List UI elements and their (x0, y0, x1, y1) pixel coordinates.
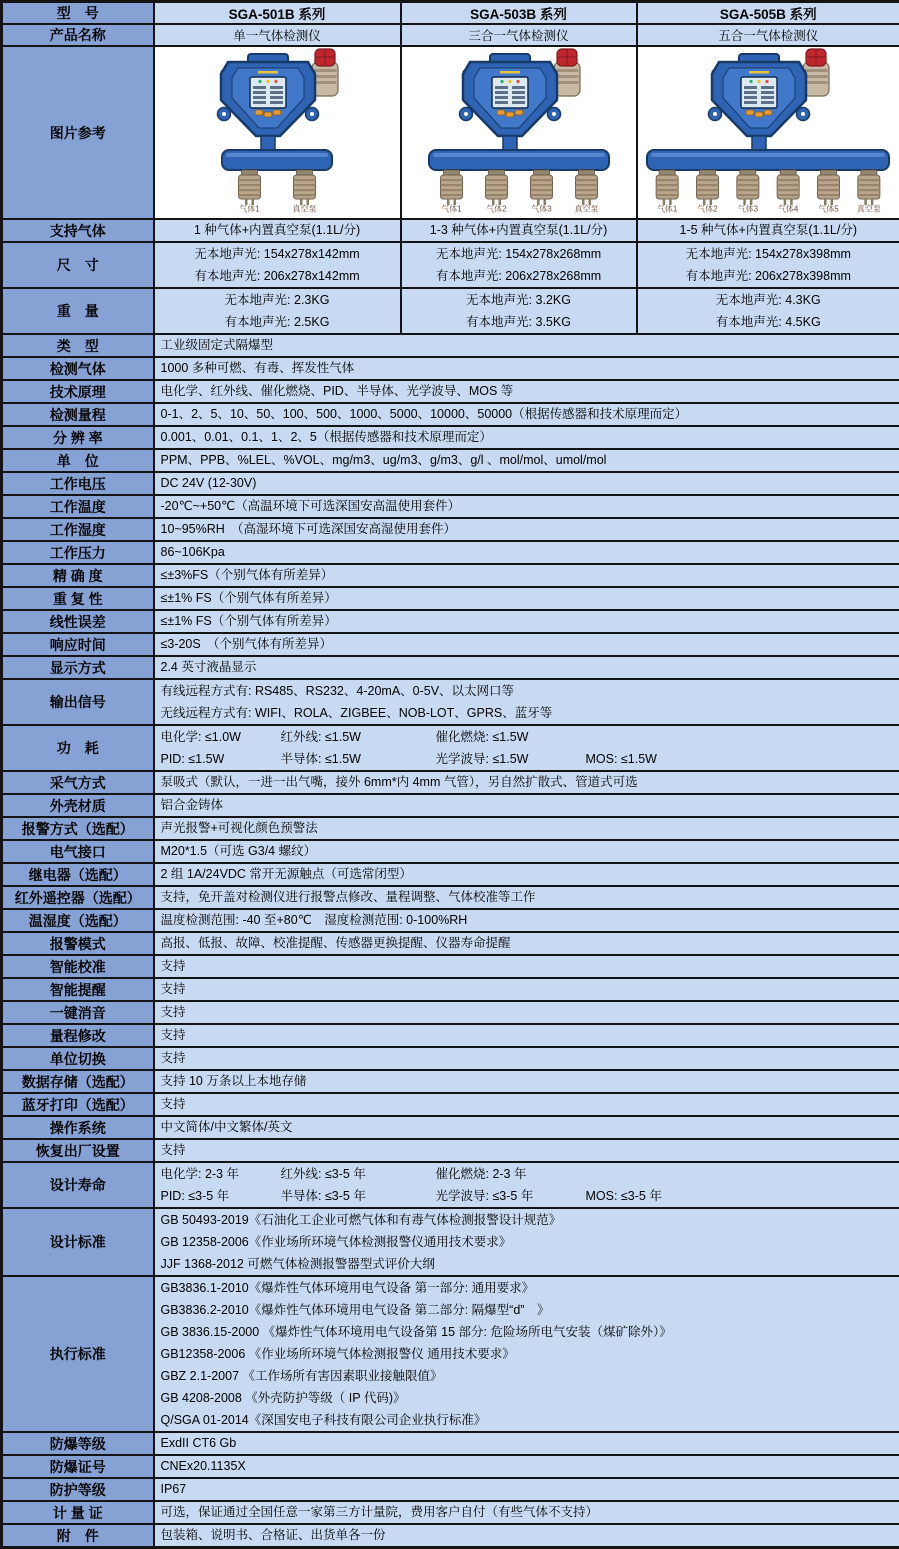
model-name-1: SGA-501B 系列 (154, 2, 401, 25)
row-label: 报警方式（选配） (2, 817, 154, 840)
row-label: 防爆等级 (2, 1432, 154, 1455)
spec-value (154, 1047, 899, 1070)
spec-line: 2 组 1A/24VDC 常开无源触点（可选常闭型） (161, 864, 894, 885)
spec-segment: 催化燃烧: 2-3 年 (436, 1163, 586, 1185)
spec-line: JJF 1368-2012 可燃气体检测报警器型式评价大纲 (161, 1253, 894, 1275)
spec-line: PPM、PPB、%LEL、%VOL、mg/m3、ug/m3、g/m3、g/l 、mol/mol、umol/mol (161, 450, 894, 471)
model-name-2: SGA-503B 系列 (401, 2, 637, 25)
spec-line: 支持 (161, 956, 894, 977)
row-label: 操作系统 (2, 1116, 154, 1139)
product-image (189, 48, 365, 214)
row-label: 线性误差 (2, 610, 154, 633)
spec-segment: 光学波导: ≤3-5 年 (436, 1185, 586, 1207)
spec-line: 高报、低报、故障、校准提醒、传感器更换提醒、仪器寿命提醒 (161, 933, 894, 954)
spec-value (154, 1024, 899, 1047)
spec-value (154, 1093, 899, 1116)
spec-value (154, 1478, 899, 1501)
spec-line: GB 12358-2006《作业场所环境气体检测报警仪通用技术要求》 (161, 1231, 894, 1253)
spec-line: 泵吸式（默认，一进一出气嘴，接外 6mm*内 4mm 气管），另自然扩散式、管道式可选 (161, 772, 894, 793)
detector-body (218, 54, 319, 152)
spec-segment: 催化燃烧: ≤1.5W (436, 726, 586, 748)
spec-line: GB 4208-2008 《外壳防护等级（ IP 代码)》 (161, 1387, 894, 1409)
spec-line: Q/SGA 01-2014《深国安电子科技有限公司企业执行标准》 (161, 1409, 894, 1431)
image-row-label: 图片参考 (2, 46, 154, 219)
sensor-cylinder (440, 170, 462, 214)
spec-segment: 光学波导: ≤1.5W (436, 748, 586, 770)
spec-value (154, 679, 899, 725)
spec-value (154, 1432, 899, 1455)
sensor-cylinder (697, 170, 719, 214)
spec-value (154, 840, 899, 863)
detector-body (459, 54, 560, 152)
row-label: 工作电压 (2, 472, 154, 495)
spec-segment: PID: ≤3-5 年 (161, 1185, 281, 1207)
spec-value (154, 495, 899, 518)
sensor-cylinder (485, 170, 507, 214)
spec-line: 0.001、0.01、0.1、1、2、5（根据传感器和技术原理而定） (161, 427, 894, 448)
spec-value (154, 955, 899, 978)
spec-line: 有本地声光: 206x278x398mm (640, 265, 898, 287)
sensor-label: 气体3 (738, 204, 759, 214)
spec-table-body (2, 2, 899, 1548)
row-label: 一键消音 (2, 1001, 154, 1024)
spec-value (154, 610, 899, 633)
spec-value (154, 1001, 899, 1024)
spec-value (154, 633, 899, 656)
spec-line (161, 726, 894, 748)
spec-line: 有本地声光: 2.5KG (157, 311, 398, 333)
sensor-cylinder (818, 170, 840, 214)
product-name-row-label: 产品名称 (2, 24, 154, 46)
spec-line: 1-5 种气体+内置真空泵(1.1L/分) (640, 220, 898, 241)
spec-value (154, 1276, 899, 1432)
model-name-3: SGA-505B 系列 (637, 2, 899, 25)
spec-line: ExdII CT6 Gb (161, 1433, 894, 1454)
sensor-cylinder (239, 170, 261, 214)
sensor-cylinder (530, 170, 552, 214)
row-label: 单 位 (2, 449, 154, 472)
product-name-1: 单一气体检测仪 (154, 24, 401, 46)
row-label: 分 辨 率 (2, 426, 154, 449)
sensor-cylinder (737, 170, 759, 214)
row-label: 智能校准 (2, 955, 154, 978)
sensor-label: 气体2 (486, 204, 507, 214)
spec-line: 10~95%RH （高湿环境下可选深国安高湿使用套件） (161, 519, 894, 540)
row-label: 计 量 证 (2, 1501, 154, 1524)
row-label: 重 复 性 (2, 587, 154, 610)
spec-segment: 红外线: ≤3-5 年 (281, 1163, 436, 1185)
spec-line: DC 24V (12-30V) (161, 473, 894, 494)
spec-line: 电化学、红外线、催化燃烧、PID、半导体、光学波导、MOS 等 (161, 381, 894, 402)
spec-segment: 红外线: ≤1.5W (281, 726, 436, 748)
row-label: 精 确 度 (2, 564, 154, 587)
sensor-label: 气体1 (239, 204, 260, 214)
spec-line: 有本地声光: 206x278x268mm (404, 265, 634, 287)
row-label: 温湿度（选配） (2, 909, 154, 932)
spec-value (154, 1162, 899, 1208)
sensor-manifold (222, 150, 332, 170)
row-label: 采气方式 (2, 771, 154, 794)
spec-value (154, 357, 899, 380)
row-label: 检测量程 (2, 403, 154, 426)
spec-value (154, 403, 899, 426)
row-label: 技术原理 (2, 380, 154, 403)
spec-value (154, 472, 899, 495)
spec-cell-2 (401, 242, 637, 288)
spec-line: 中文简体/中文繁体/英文 (161, 1117, 894, 1138)
sensor-label: 气体2 (698, 204, 719, 214)
model-row-label: 型 号 (2, 2, 154, 25)
spec-value (154, 656, 899, 679)
row-label: 工作湿度 (2, 518, 154, 541)
row-label: 显示方式 (2, 656, 154, 679)
sensor-cylinder (777, 170, 799, 214)
spec-line: 有本地声光: 4.5KG (640, 311, 898, 333)
row-label: 支持气体 (2, 219, 154, 242)
spec-line: 支持 (161, 1002, 894, 1023)
sensor-cylinder (857, 170, 881, 214)
row-label: 设计寿命 (2, 1162, 154, 1208)
spec-line: CNEx20.1135X (161, 1456, 894, 1477)
spec-line: GB 3836.15-2000 《爆炸性气体环境用电气设备第 15 部分: 危险场所电气安装（煤矿除外）》 (161, 1321, 894, 1343)
spec-cell-3 (637, 288, 899, 334)
spec-value (154, 863, 899, 886)
row-label: 附 件 (2, 1524, 154, 1548)
spec-line: 无线远程方式有: WIFI、ROLA、ZIGBEE、NOB-LOT、GPRS、蓝牙等 (161, 702, 894, 724)
sensor-manifold (647, 150, 889, 170)
spec-value (154, 1139, 899, 1162)
spec-line: 1-3 种气体+内置真空泵(1.1L/分) (404, 220, 634, 241)
spec-segment: PID: ≤1.5W (161, 748, 281, 770)
row-label: 类 型 (2, 334, 154, 357)
spec-line: GB3836.2-2010《爆炸性气体环境用电气设备 第二部分: 隔爆型“d” 》 (161, 1299, 894, 1321)
spec-value (154, 380, 899, 403)
spec-value (154, 725, 899, 771)
row-label: 防护等级 (2, 1478, 154, 1501)
spec-line: 无本地声光: 154x278x398mm (640, 243, 898, 265)
spec-line: 支持，免开盖对检测仪进行报警点修改、量程调整、气体校准等工作 (161, 887, 894, 908)
detector-body (709, 54, 810, 152)
spec-line: GBZ 2.1-2007 《工作场所有害因素职业接触限值》 (161, 1365, 894, 1387)
spec-value (154, 1208, 899, 1276)
spec-value (154, 541, 899, 564)
spec-value (154, 817, 899, 840)
spec-line: 无本地声光: 154x278x268mm (404, 243, 634, 265)
spec-value (154, 1524, 899, 1548)
spec-value (154, 978, 899, 1001)
spec-value (154, 909, 899, 932)
row-label: 重 量 (2, 288, 154, 334)
spec-segment: 半导体: ≤1.5W (281, 748, 436, 770)
spec-value (154, 334, 899, 357)
spec-line: 86~106Kpa (161, 542, 894, 563)
sensor-label: 气体1 (657, 204, 678, 214)
spec-line: ≤±1% FS（个别气体有所差异） (161, 611, 894, 632)
spec-segment: 半导体: ≤3-5 年 (281, 1185, 436, 1207)
sensor-label: 气体1 (441, 204, 462, 214)
spec-value (154, 518, 899, 541)
row-label: 电气接口 (2, 840, 154, 863)
sensor-label: 气体4 (778, 204, 799, 214)
product-image-cell-1 (154, 46, 401, 219)
product-name-2: 三合一气体检测仪 (401, 24, 637, 46)
spec-line: 支持 (161, 979, 894, 1000)
row-label: 执行标准 (2, 1276, 154, 1432)
spec-value (154, 564, 899, 587)
spec-line: GB3836.1-2010《爆炸性气体环境用电气设备 第一部分: 通用要求》 (161, 1277, 894, 1299)
row-label: 量程修改 (2, 1024, 154, 1047)
sensor-label: 真空泵 (574, 204, 598, 214)
spec-segment: MOS: ≤1.5W (586, 748, 657, 770)
spec-line: 无本地声光: 3.2KG (404, 289, 634, 311)
spec-line: 有线远程方式有: RS485、RS232、4-20mA、0-5V、以太网口等 (161, 680, 894, 702)
spec-segment: 电化学: ≤1.0W (161, 726, 281, 748)
spec-line: 支持 10 万条以上本地存储 (161, 1071, 894, 1092)
spec-line: 无本地声光: 154x278x142mm (157, 243, 398, 265)
spec-value (154, 1116, 899, 1139)
row-label: 蓝牙打印（选配） (2, 1093, 154, 1116)
spec-line: IP67 (161, 1479, 894, 1500)
spec-value (154, 886, 899, 909)
spec-line: GB12358-2006 《作业场所环境气体检测报警仪 通用技术要求》 (161, 1343, 894, 1365)
product-image-cell-3 (637, 46, 899, 219)
spec-line: 无本地声光: 2.3KG (157, 289, 398, 311)
spec-value (154, 1501, 899, 1524)
spec-line: 铝合金铸体 (161, 795, 894, 816)
sensor-manifold (429, 150, 609, 170)
spec-segment: MOS: ≤3-5 年 (586, 1185, 662, 1207)
spec-value (154, 932, 899, 955)
spec-value (154, 771, 899, 794)
row-label: 恢复出厂设置 (2, 1139, 154, 1162)
spec-line: GB 50493-2019《石油化工企业可燃气体和有毒气体检测报警设计规范》 (161, 1209, 894, 1231)
spec-cell-3 (637, 219, 899, 242)
spec-cell-1 (154, 219, 401, 242)
row-label: 防爆证号 (2, 1455, 154, 1478)
sensor-cylinder (574, 170, 598, 214)
spec-line: 2.4 英寸液晶显示 (161, 657, 894, 678)
spec-line: 支持 (161, 1048, 894, 1069)
spec-line (161, 1185, 894, 1207)
row-label: 红外遥控器（选配） (2, 886, 154, 909)
spec-line: 工业级固定式隔爆型 (161, 335, 894, 356)
sensor-cylinder (293, 170, 317, 214)
spec-line: 支持 (161, 1025, 894, 1046)
spec-line: 有本地声光: 206x278x142mm (157, 265, 398, 287)
row-label: 工作压力 (2, 541, 154, 564)
spec-line: 支持 (161, 1094, 894, 1115)
spec-line: 1 种气体+内置真空泵(1.1L/分) (157, 220, 398, 241)
spec-line: 包装箱、说明书、合格证、出货单各一份 (161, 1525, 894, 1546)
spec-line: 1000 多种可燃、有毒、挥发性气体 (161, 358, 894, 379)
spec-line: 支持 (161, 1140, 894, 1161)
row-label: 检测气体 (2, 357, 154, 380)
row-label: 外壳材质 (2, 794, 154, 817)
spec-cell-2 (401, 219, 637, 242)
spec-line: 声光报警+可视化颜色预警法 (161, 818, 894, 839)
sensor-label: 真空泵 (857, 204, 881, 214)
spec-line (161, 1163, 894, 1185)
spec-line: ≤±3%FS（个别气体有所差异） (161, 565, 894, 586)
sensor-label: 气体3 (531, 204, 552, 214)
spec-cell-2 (401, 288, 637, 334)
sensor-cylinder (656, 170, 678, 214)
spec-line: 无本地声光: 4.3KG (640, 289, 898, 311)
row-label: 智能提醒 (2, 978, 154, 1001)
product-name-3: 五合一气体检测仪 (637, 24, 899, 46)
spec-segment: 电化学: 2-3 年 (161, 1163, 281, 1185)
spec-line: M20*1.5（可选 G3/4 螺纹） (161, 841, 894, 862)
spec-line: 温度检测范围: -40 至+80℃ 湿度检测范围: 0-100%RH (161, 910, 894, 931)
spec-line: 0-1、2、5、10、50、100、500、1000、5000、10000、50000（根据传感器和技术原理而定） (161, 404, 894, 425)
row-label: 数据存储（选配） (2, 1070, 154, 1093)
spec-line: -20℃~+50℃（高温环境下可选深国安高温使用套件） (161, 496, 894, 517)
spec-value (154, 1070, 899, 1093)
spec-value (154, 449, 899, 472)
row-label: 尺 寸 (2, 242, 154, 288)
row-label: 工作温度 (2, 495, 154, 518)
spec-line (161, 748, 894, 770)
spec-value (154, 587, 899, 610)
spec-cell-3 (637, 242, 899, 288)
spec-value (154, 426, 899, 449)
spec-line: 有本地声光: 3.5KG (404, 311, 634, 333)
sensor-label: 气体5 (819, 204, 840, 214)
row-label: 继电器（选配） (2, 863, 154, 886)
row-label: 报警模式 (2, 932, 154, 955)
spec-line: ≤±1% FS（个别气体有所差异） (161, 588, 894, 609)
spec-cell-1 (154, 242, 401, 288)
row-label: 输出信号 (2, 679, 154, 725)
sensor-label: 真空泵 (293, 204, 317, 214)
row-label: 响应时间 (2, 633, 154, 656)
spec-line: 可选，保证通过全国任意一家第三方计量院，费用客户自付（有些气体不支持） (161, 1502, 894, 1523)
product-image-cell-2 (401, 46, 637, 219)
product-image (640, 48, 896, 214)
spec-value (154, 794, 899, 817)
row-label: 功 耗 (2, 725, 154, 771)
spec-value (154, 1455, 899, 1478)
spec-cell-1 (154, 288, 401, 334)
product-image (422, 48, 616, 214)
row-label: 单位切换 (2, 1047, 154, 1070)
spec-line: ≤3-20S （个别气体有所差异） (161, 634, 894, 655)
row-label: 设计标准 (2, 1208, 154, 1276)
